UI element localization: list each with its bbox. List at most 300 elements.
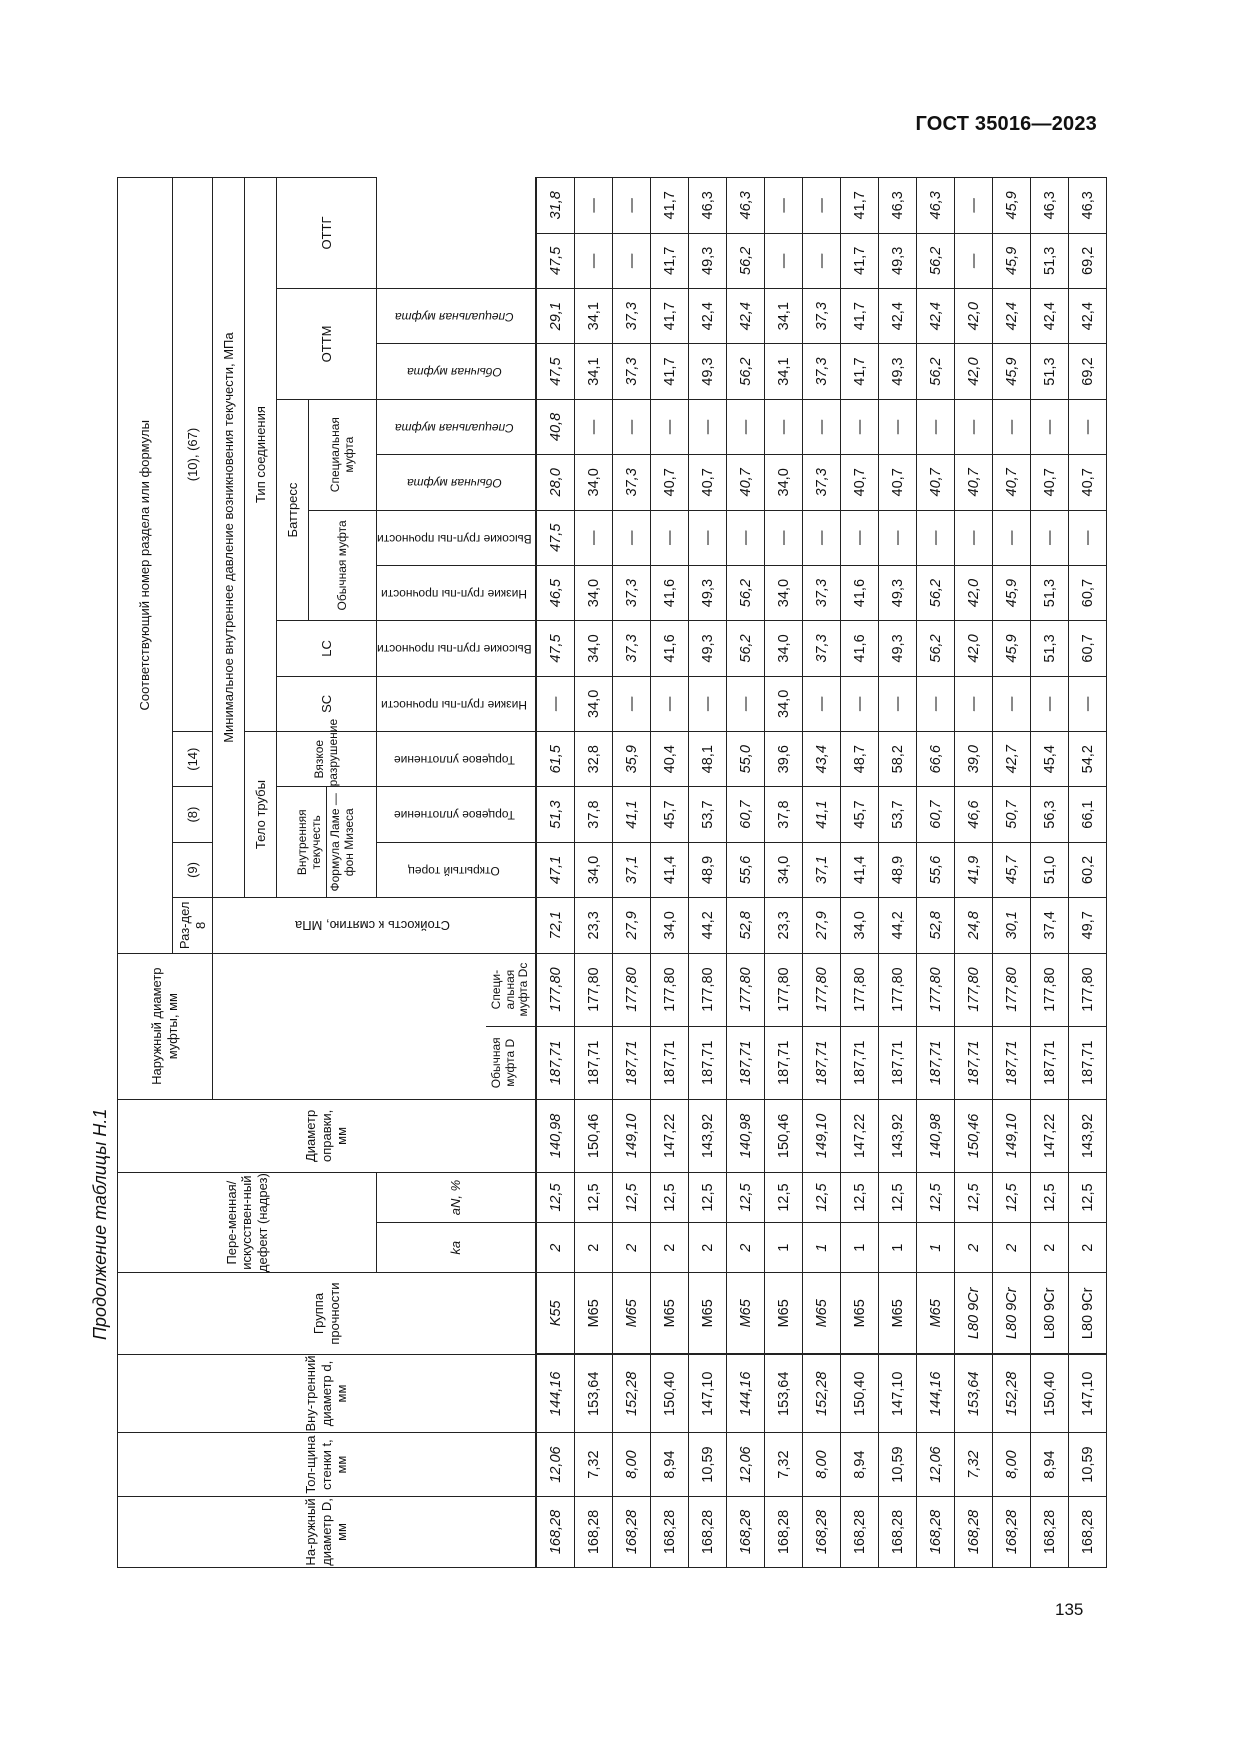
- col-end-seal-2: [377, 732, 537, 787]
- table-cell: 177,80: [917, 953, 955, 1026]
- table-cell: 37,3: [613, 289, 651, 344]
- table-cell: 7,32: [575, 1433, 613, 1497]
- col-special-coupling-dc: Специ-альная муфта Dc: [488, 962, 531, 1017]
- col-wall-thickness: Тол-щина стенки t, мм: [118, 1433, 537, 1497]
- table-cell: 46,5: [536, 565, 575, 620]
- table-cell: 45,9: [993, 565, 1031, 620]
- col-buttress-special: Специальная муфта: [309, 399, 377, 510]
- col-buttress-regular: Обычная муфта: [309, 510, 377, 621]
- table-cell: 29,1: [536, 289, 575, 344]
- table-cell: 37,8: [575, 787, 613, 842]
- table-cell: 34,0: [841, 898, 879, 953]
- table-cell: 49,3: [879, 565, 917, 620]
- table-cell: 41,1: [803, 787, 841, 842]
- table-cell: 12,06: [727, 1433, 765, 1497]
- table-cell: 41,6: [841, 565, 879, 620]
- table-cell: 150,40: [841, 1354, 879, 1432]
- table-cell: 72,1: [536, 898, 575, 953]
- table-cell: 37,3: [803, 621, 841, 676]
- col-ottg-special: [377, 289, 537, 344]
- table-cell: 56,2: [917, 344, 955, 399]
- table-cell: 187,71: [1069, 1026, 1107, 1099]
- table-cell: 40,7: [917, 455, 955, 510]
- table-cell: 60,7: [917, 787, 955, 842]
- table-cell: 140,98: [536, 1099, 575, 1172]
- table-cell: 12,06: [917, 1433, 955, 1497]
- table-row: [917, 178, 955, 1568]
- table-cell: 39,0: [955, 732, 993, 787]
- high-groups-1-label: Высокие груп-пы прочности: [377, 642, 532, 657]
- table-cell: 168,28: [841, 1496, 879, 1567]
- table-cell: 40,7: [955, 455, 993, 510]
- col-ductile-rupture: Вязкое разрушение: [277, 732, 377, 787]
- table-cell: 44,2: [689, 898, 727, 953]
- table-cell: M65: [689, 1273, 727, 1355]
- table-cell: —: [803, 676, 841, 731]
- table-cell: —: [841, 676, 879, 731]
- table-cell: 152,28: [803, 1354, 841, 1432]
- table-cell: 37,8: [765, 787, 803, 842]
- col-high-groups-2: [377, 510, 537, 565]
- table-cell: 2: [689, 1223, 727, 1273]
- col-internal-yield: [277, 787, 377, 898]
- data-table: [117, 177, 1107, 1568]
- table-cell: —: [841, 399, 879, 454]
- table-cell: 40,7: [651, 455, 689, 510]
- table-cell: M65: [917, 1273, 955, 1355]
- table-cell: 177,80: [727, 953, 765, 1026]
- table-cell: 150,46: [575, 1099, 613, 1172]
- table-cell: —: [575, 510, 613, 565]
- table-cell: 47,5: [536, 233, 575, 288]
- table-cell: 12,5: [1031, 1172, 1069, 1222]
- table-cell: 12,5: [575, 1172, 613, 1222]
- table-cell: 177,80: [536, 953, 575, 1026]
- table-row: [993, 178, 1031, 1568]
- table-row: [1031, 178, 1069, 1568]
- table-cell: —: [689, 676, 727, 731]
- table-cell: 49,3: [879, 621, 917, 676]
- table-cell: 49,3: [879, 344, 917, 399]
- table-cell: 12,06: [536, 1433, 575, 1497]
- table-cell: 177,80: [803, 953, 841, 1026]
- table-cell: 41,7: [841, 233, 879, 288]
- table-cell: 34,1: [575, 344, 613, 399]
- table-cell: 37,4: [1031, 898, 1069, 953]
- table-cell: 46,3: [689, 178, 727, 234]
- table-cell: 7,32: [955, 1433, 993, 1497]
- end-seal-2-label: Торцевое уплотнение: [393, 753, 515, 768]
- table-cell: 144,16: [727, 1354, 765, 1432]
- table-cell: 69,2: [1069, 233, 1107, 288]
- table-cell: 187,71: [575, 1026, 613, 1099]
- table-cell: —: [803, 510, 841, 565]
- table-cell: 41,4: [841, 842, 879, 897]
- table-cell: 47,5: [536, 510, 575, 565]
- ref-sec8: Раз-дел 8: [173, 898, 213, 953]
- table-cell: 34,1: [765, 289, 803, 344]
- table-cell: 140,98: [727, 1099, 765, 1172]
- col-outer-diameter: На-ружный диаметр D, мм: [118, 1496, 537, 1567]
- table-cell: 31,8: [536, 178, 575, 234]
- lame-mises-label: Формула Ламе — фон Мизеса: [328, 793, 356, 892]
- table-cell: 177,80: [879, 953, 917, 1026]
- table-cell: 143,92: [1069, 1099, 1107, 1172]
- internal-yield-label: Внутренняя текучесть: [294, 787, 327, 897]
- table-cell: 32,8: [575, 732, 613, 787]
- table-cell: 42,7: [993, 732, 1031, 787]
- table-cell: —: [727, 399, 765, 454]
- table-cell: 187,71: [955, 1026, 993, 1099]
- table-cell: 56,3: [1031, 787, 1069, 842]
- table-cell: —: [1031, 399, 1069, 454]
- col-low-groups-1: [377, 676, 537, 731]
- table-cell: —: [879, 676, 917, 731]
- table-cell: 56,2: [727, 233, 765, 288]
- col-inner-diameter: Вну-тренний диаметр d, мм: [118, 1354, 537, 1432]
- table-cell: 41,6: [651, 621, 689, 676]
- table-cell: —: [613, 233, 651, 288]
- table-cell: 168,28: [917, 1496, 955, 1567]
- end-seal-label: Торцевое уплотнение: [393, 808, 515, 823]
- table-cell: 34,0: [765, 676, 803, 731]
- col-lc: LC: [277, 621, 377, 676]
- table-cell: 46,3: [1031, 178, 1069, 234]
- table-row: [613, 178, 651, 1568]
- table-cell: 61,5: [536, 732, 575, 787]
- table-cell: 153,64: [955, 1354, 993, 1432]
- table-row: [689, 178, 727, 1568]
- table-cell: M65: [575, 1273, 613, 1355]
- table-cell: 34,0: [575, 455, 613, 510]
- table-cell: 8,94: [841, 1433, 879, 1497]
- table-cell: 45,9: [993, 233, 1031, 288]
- table-cell: —: [765, 510, 803, 565]
- ottg-special-label: Специальная муфта: [394, 310, 514, 325]
- table-cell: 56,2: [917, 565, 955, 620]
- table-cell: 177,80: [993, 953, 1031, 1026]
- table-cell: 48,9: [689, 842, 727, 897]
- table-body: [536, 178, 1107, 1568]
- table-cell: 49,7: [1069, 898, 1107, 953]
- table-cell: —: [917, 399, 955, 454]
- table-cell: 147,22: [841, 1099, 879, 1172]
- col-strength-group: Группа прочности: [118, 1273, 537, 1355]
- table-cell: 12,5: [727, 1172, 765, 1222]
- table-row: [765, 178, 803, 1568]
- ref-14: (14): [173, 732, 213, 787]
- table-cell: 187,71: [536, 1026, 575, 1099]
- table-cell: 8,94: [1031, 1433, 1069, 1497]
- table-cell: M65: [879, 1273, 917, 1355]
- table-cell: 41,7: [651, 233, 689, 288]
- table-cell: 66,1: [1069, 787, 1107, 842]
- table-cell: 34,0: [575, 565, 613, 620]
- ottm-special-label: Специальная муфта: [394, 420, 514, 435]
- col-ottm: ОТТМ: [277, 289, 377, 400]
- col-ottm-regular: [377, 455, 537, 510]
- table-cell: 153,64: [575, 1354, 613, 1432]
- table-cell: 41,7: [841, 289, 879, 344]
- table-cell: 12,5: [765, 1172, 803, 1222]
- table-cell: 147,22: [651, 1099, 689, 1172]
- table-cell: 49,3: [689, 565, 727, 620]
- table-cell: —: [993, 399, 1031, 454]
- table-cell: 41,4: [651, 842, 689, 897]
- table-cell: 39,6: [765, 732, 803, 787]
- table-cell: 168,28: [536, 1496, 575, 1567]
- col-regular-coupling-d: Обычная муфта D: [486, 1026, 535, 1099]
- table-cell: 2: [651, 1223, 689, 1273]
- table-cell: 187,71: [727, 1026, 765, 1099]
- table-cell: 12,5: [917, 1172, 955, 1222]
- table-cell: M65: [841, 1273, 879, 1355]
- table-cell: 42,4: [727, 289, 765, 344]
- table-cell: 42,4: [879, 289, 917, 344]
- table-cell: —: [651, 399, 689, 454]
- table-cell: 37,1: [803, 842, 841, 897]
- col-ka: ka: [377, 1223, 537, 1273]
- table-cell: 12,5: [993, 1172, 1031, 1222]
- table-cell: 51,3: [1031, 233, 1069, 288]
- table-cell: 2: [1069, 1223, 1107, 1273]
- table-cell: 47,5: [536, 621, 575, 676]
- table-cell: 152,28: [613, 1354, 651, 1432]
- table-cell: 187,71: [917, 1026, 955, 1099]
- table-cell: 8,00: [803, 1433, 841, 1497]
- table-cell: 40,7: [689, 455, 727, 510]
- table-cell: 168,28: [1069, 1496, 1107, 1567]
- table-cell: 187,71: [1031, 1026, 1069, 1099]
- col-defect-group: Пере-менная/ искусствен-ный дефект (надрез): [118, 1172, 377, 1272]
- table-cell: 44,2: [879, 898, 917, 953]
- table-cell: 2: [613, 1223, 651, 1273]
- table-cell: 40,8: [536, 399, 575, 454]
- table-cell: 40,7: [841, 455, 879, 510]
- table-cell: 46,3: [1069, 178, 1107, 234]
- col-pipe-body: Тело трубы: [245, 732, 277, 898]
- table-cell: 37,3: [803, 289, 841, 344]
- table-cell: 49,3: [689, 621, 727, 676]
- table-cell: 12,5: [955, 1172, 993, 1222]
- col-low-groups-2: [377, 565, 537, 620]
- table-cell: 187,71: [651, 1026, 689, 1099]
- table-cell: 37,3: [613, 455, 651, 510]
- table-cell: 150,40: [651, 1354, 689, 1432]
- table-cell: K55: [536, 1273, 575, 1355]
- table-cell: 12,5: [879, 1172, 917, 1222]
- table-cell: 45,9: [993, 178, 1031, 234]
- col-connection-type: Тип соединения: [245, 178, 277, 732]
- table-cell: 37,3: [613, 621, 651, 676]
- table-cell: 27,9: [803, 898, 841, 953]
- table-cell: 42,4: [1031, 289, 1069, 344]
- table-cell: M65: [651, 1273, 689, 1355]
- col-collapse-strength: [213, 898, 537, 953]
- ref-10-67: (10), (67): [173, 178, 213, 732]
- table-cell: 53,7: [879, 787, 917, 842]
- table-cell: —: [955, 233, 993, 288]
- table-cell: 2: [727, 1223, 765, 1273]
- table-cell: 41,7: [651, 178, 689, 234]
- open-end-label: Открытый торец: [408, 863, 501, 878]
- table-cell: 49,3: [689, 344, 727, 399]
- table-cell: 46,3: [727, 178, 765, 234]
- table-rotated-container: [117, 177, 1096, 1568]
- table-cell: 40,4: [651, 732, 689, 787]
- table-cell: —: [993, 676, 1031, 731]
- table-cell: 58,2: [879, 732, 917, 787]
- table-cell: 168,28: [803, 1496, 841, 1567]
- table-cell: 177,80: [651, 953, 689, 1026]
- table-cell: 12,5: [689, 1172, 727, 1222]
- table-cell: M65: [727, 1273, 765, 1355]
- table-cell: 168,28: [1031, 1496, 1069, 1567]
- table-cell: 52,8: [727, 898, 765, 953]
- table-cell: 1: [765, 1223, 803, 1273]
- table-cell: 48,7: [841, 732, 879, 787]
- table-cell: 177,80: [1031, 953, 1069, 1026]
- table-cell: 42,4: [917, 289, 955, 344]
- table-cell: —: [651, 676, 689, 731]
- table-cell: 12,5: [651, 1172, 689, 1222]
- table-cell: 66,6: [917, 732, 955, 787]
- table-cell: 168,28: [651, 1496, 689, 1567]
- table-cell: 187,71: [689, 1026, 727, 1099]
- table-cell: 12,5: [613, 1172, 651, 1222]
- page-number: 135: [1055, 1600, 1084, 1619]
- table-cell: 60,2: [1069, 842, 1107, 897]
- table-cell: 2: [993, 1223, 1031, 1273]
- table-cell: 187,71: [613, 1026, 651, 1099]
- col-ottm-special: [377, 399, 537, 454]
- table-cell: 177,80: [765, 953, 803, 1026]
- table-cell: 52,8: [917, 898, 955, 953]
- table-cell: 147,10: [1069, 1354, 1107, 1432]
- table-cell: —: [955, 676, 993, 731]
- table-cell: 12,5: [1069, 1172, 1107, 1222]
- table-cell: 45,7: [651, 787, 689, 842]
- table-cell: —: [1069, 510, 1107, 565]
- table-cell: —: [765, 399, 803, 454]
- table-cell: 1: [879, 1223, 917, 1273]
- table-cell: —: [575, 178, 613, 234]
- table-cell: 69,2: [1069, 344, 1107, 399]
- table-cell: 41,7: [651, 289, 689, 344]
- low-groups-2-label: Низкие груп-пы прочности: [381, 586, 528, 601]
- table-row: [536, 178, 575, 1568]
- table-cell: 60,7: [727, 787, 765, 842]
- table-cell: 49,3: [689, 233, 727, 288]
- col-section-ref: Соответствующий номер раздела или формулы: [118, 178, 173, 954]
- table-cell: —: [1069, 676, 1107, 731]
- table-cell: 187,71: [993, 1026, 1031, 1099]
- table-cell: 56,2: [727, 344, 765, 399]
- table-cell: 10,59: [879, 1433, 917, 1497]
- table-cell: 51,3: [1031, 565, 1069, 620]
- table-cell: 37,3: [613, 344, 651, 399]
- table-cell: 34,1: [765, 344, 803, 399]
- table-cell: 46,3: [917, 178, 955, 234]
- table-cell: 150,46: [765, 1099, 803, 1172]
- table-cell: 47,5: [536, 344, 575, 399]
- table-cell: 23,3: [765, 898, 803, 953]
- table-cell: 153,64: [765, 1354, 803, 1432]
- table-cell: 187,71: [765, 1026, 803, 1099]
- table-cell: 177,80: [841, 953, 879, 1026]
- table-cell: L80 9Cr: [993, 1273, 1031, 1355]
- table-cell: —: [917, 510, 955, 565]
- table-cell: 47,1: [536, 842, 575, 897]
- table-cell: 55,6: [917, 842, 955, 897]
- coupling-subheads: [213, 953, 537, 1099]
- table-row: [841, 178, 879, 1568]
- table-cell: 12,5: [536, 1172, 575, 1222]
- table-cell: 147,22: [1031, 1099, 1069, 1172]
- table-cell: 46,6: [955, 787, 993, 842]
- table-cell: 168,28: [993, 1496, 1031, 1567]
- table-cell: 30,1: [993, 898, 1031, 953]
- table-cell: 42,4: [689, 289, 727, 344]
- table-cell: L80 9Cr: [1031, 1273, 1069, 1355]
- table-cell: 40,7: [1069, 455, 1107, 510]
- table-cell: 143,92: [689, 1099, 727, 1172]
- table-cell: M65: [803, 1273, 841, 1355]
- table-cell: 2: [575, 1223, 613, 1273]
- table-cell: 48,1: [689, 732, 727, 787]
- table-cell: 168,28: [613, 1496, 651, 1567]
- ottg-regular-label: Обычная муфта: [406, 365, 502, 380]
- table-row: [879, 178, 917, 1568]
- table-cell: —: [575, 233, 613, 288]
- table-cell: 34,0: [575, 676, 613, 731]
- table-caption: Продолжение таблицы Н.1: [90, 1108, 110, 1340]
- table-cell: 49,3: [879, 233, 917, 288]
- table-cell: M65: [765, 1273, 803, 1355]
- table-cell: 150,40: [1031, 1354, 1069, 1432]
- table-cell: 55,0: [727, 732, 765, 787]
- table-cell: 42,4: [993, 289, 1031, 344]
- table-cell: 42,0: [955, 344, 993, 399]
- table-cell: 8,94: [651, 1433, 689, 1497]
- table-cell: 56,2: [917, 233, 955, 288]
- table-cell: 41,6: [841, 621, 879, 676]
- table-cell: 34,1: [575, 289, 613, 344]
- table-cell: 45,4: [1031, 732, 1069, 787]
- col-min-internal-yield: Минимальное внутреннее давление возникновения текучести, МПа: [213, 178, 245, 898]
- table-cell: 34,0: [765, 621, 803, 676]
- table-cell: 10,59: [1069, 1433, 1107, 1497]
- table-cell: 45,9: [993, 344, 1031, 399]
- col-an: aN, %: [377, 1172, 537, 1222]
- table-cell: 55,6: [727, 842, 765, 897]
- table-cell: 56,2: [727, 621, 765, 676]
- table-cell: —: [955, 510, 993, 565]
- table-cell: 2: [1031, 1223, 1069, 1273]
- col-sc: SC: [277, 676, 377, 731]
- table-cell: 143,92: [879, 1099, 917, 1172]
- table-cell: 34,0: [765, 842, 803, 897]
- col-open-end: [377, 842, 537, 897]
- table-cell: 54,2: [1069, 732, 1107, 787]
- table-cell: 35,9: [613, 732, 651, 787]
- table-cell: —: [955, 178, 993, 234]
- table-cell: 45,7: [841, 787, 879, 842]
- table-cell: 7,32: [765, 1433, 803, 1497]
- table-cell: 42,0: [955, 565, 993, 620]
- table-cell: —: [879, 399, 917, 454]
- table-cell: 177,80: [575, 953, 613, 1026]
